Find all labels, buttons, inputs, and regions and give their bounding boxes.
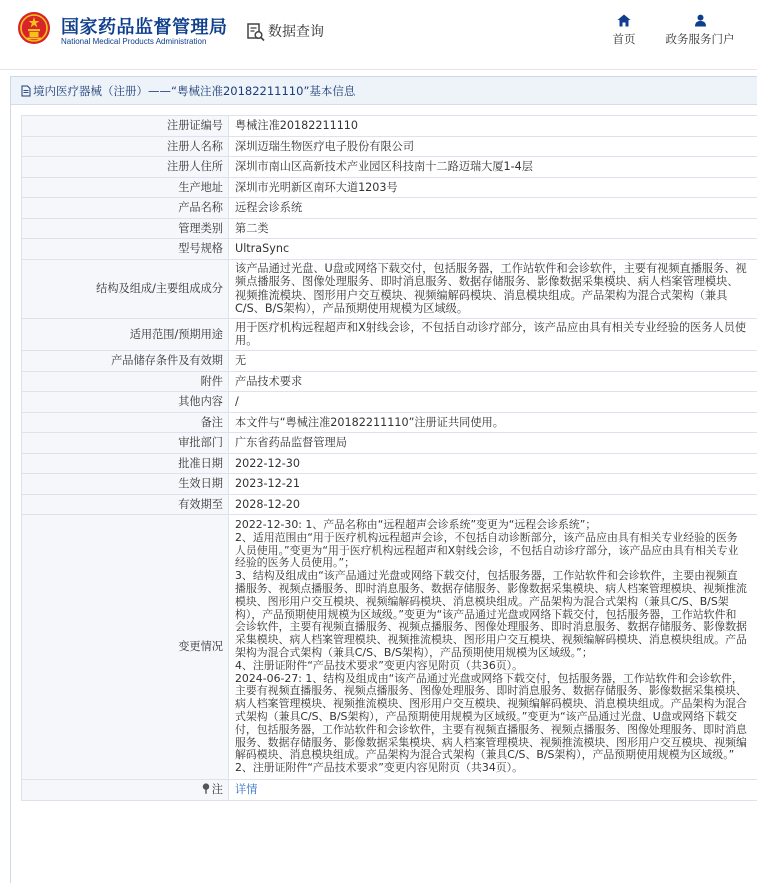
nav-home-label: 首页 <box>612 32 636 46</box>
data-query-title[interactable]: 数据查询 <box>268 24 324 40</box>
national-emblem-icon[interactable] <box>17 11 51 45</box>
table-row <box>22 157 757 178</box>
table-row <box>22 515 757 780</box>
table-row <box>22 116 757 137</box>
table-row <box>22 318 757 350</box>
pin-icon <box>202 783 210 794</box>
field-label: 注册人住所 <box>22 157 229 178</box>
details-link[interactable]: 详情 <box>235 783 258 796</box>
field-value: 本文件与“粤械注准20182211110”注册证共同使用。 <box>229 412 757 433</box>
field-label: 变更情况 <box>22 515 229 780</box>
panel-header <box>11 77 757 105</box>
field-value: 第二类 <box>229 218 757 239</box>
home-icon <box>617 14 631 27</box>
field-value: 深圳市南山区高新技术产业园区科技南十二路迈瑞大厦1-4层 <box>229 157 757 178</box>
field-label: 批准日期 <box>22 453 229 474</box>
nav-home[interactable] <box>608 14 640 47</box>
field-label: 注册证编号 <box>22 116 229 137</box>
field-value: 2023-12-21 <box>229 474 757 495</box>
user-icon <box>694 14 707 27</box>
field-label: 有效期至 <box>22 494 229 515</box>
field-value: 产品技术要求 <box>229 371 757 392</box>
table-row <box>22 239 757 260</box>
field-label: 其他内容 <box>22 392 229 413</box>
table-row <box>22 474 757 495</box>
site-header <box>0 0 757 70</box>
field-label: 产品名称 <box>22 198 229 219</box>
field-label: 附件 <box>22 371 229 392</box>
table-row <box>22 177 757 198</box>
field-value: 用于医疗机构远程超声和X射线会诊，不包括自动诊疗部分，该产品应由具有相关专业经验的医务人员使用。 <box>229 318 757 350</box>
brand-title[interactable]: 国家药品监督管理局 <box>61 17 228 38</box>
panel-title: 境内医疗器械（注册）——“粤械注准20182211110”基本信息 <box>33 83 356 98</box>
field-label: 产品储存条件及有效期 <box>22 351 229 372</box>
field-value: / <box>229 392 757 413</box>
nav-portal-label: 政务服务门户 <box>665 32 735 46</box>
change-history: 2022-12-30: 1、产品名称由“远程超声会诊系统”变更为“远程会诊系统”； 2、适用范围由“用于医疗机构远程超声会诊，不包括自动诊断部分，该产品应由具有相关专业经验的医务人员使用。”变更为“用于医疗机构远程超声和X射线会诊，不包括自动诊疗部分，该产品应由具有相关专业经验的医务人员使用。”； 3、结构及组成由“该产品通过光盘或网络下载交付，包括服务器，工作站软件和会诊软件，主要由视频直播服务、视频点播服务、即时消息服务、数据存储服务、影像数据采集模块、病人档案管理模块、视频推流模块、图形用户交互模块、视频编解码模块、消息模块组成。产品架构为混合式架构（兼具C/S、B/S架构），产品预期使用规模为区域级。”变更为“该产品通过光盘或网络下载交付，包括服务器，工作站软件和会诊软件，主要有视频直播服务、视频点播服务、图像处理服务、即时消息服务、数据存储服务、影像数据采集模块、病人档案管理模块、视频推流模块、图形用户交互模块、视频编解码模块、消息模块组成。产品架构为混合式架构（兼具C/S、B/S架构），产品预期使用规模为区域级。”； 4、注册证附件“产品技术要求”变更内容见附页（共36页）。 2024-06-27: 1、结构及组成由“该产品通过光盘或网络下载交付，包括服务器，工作站软件和会诊软件，主要有视频直播服务、视频点播服务、图像处理服务、即时消息服务、数据存储服务、影像数据采集模块、病人档案管理模块、视频推流模块、图形用户交互模块、视频编解码模块、消息模块组成。产品架构为混合式架构（兼具C/S、B/S架构），产品预期使用规模为区域级。”变更为“该产品通过光盘、U盘或网络下载交付，包括服务器，工作站软件和会诊软件，主要有视频直播服务、视频点播服务、图像处理服务、即时消息服务、数据存储服务、影像数据采集模块、病人档案管理模块、视频推流模块、图形用户交互模块、视频编解码模块、消息模块组成。产品架构为混合式架构（兼具C/S、B/S架构），产品预期使用规模为区域级。” 2、注册证附件“产品技术要求”变更内容见附页（共34页）。 <box>229 515 757 780</box>
field-value: 该产品通过光盘、U盘或网络下载交付，包括服务器，工作站软件和会诊软件，主要有视频直播服务、视频点播服务、图像处理服务、即时消息服务、数据存储服务、影像数据采集模块、病人档案管理模块、视频推流模块、图形用户交互模块、视频编解码模块、消息模块组成。产品架构为混合式架构（兼具C/S、B/S架构），产品预期使用规模为区域级。 <box>229 259 757 318</box>
field-label: 结构及组成/主要组成成分 <box>22 259 229 318</box>
brand-subtitle[interactable]: National Medical Products Administration <box>61 37 207 46</box>
registration-info-table <box>21 115 757 801</box>
document-icon <box>20 85 32 97</box>
field-label: 备注 <box>22 412 229 433</box>
search-document-icon[interactable] <box>246 22 266 42</box>
table-row <box>22 412 757 433</box>
table-row <box>22 218 757 239</box>
table-row <box>22 453 757 474</box>
table-row <box>22 136 757 157</box>
field-value: UltraSync <box>229 239 757 260</box>
field-value: 远程会诊系统 <box>229 198 757 219</box>
field-value: 粤械注准20182211110 <box>229 116 757 137</box>
note-label-text: 注 <box>211 783 223 796</box>
field-value: 2022-12-30 <box>229 453 757 474</box>
field-value: 2028-12-20 <box>229 494 757 515</box>
field-label: 生效日期 <box>22 474 229 495</box>
field-label: 型号规格 <box>22 239 229 260</box>
field-value: 无 <box>229 351 757 372</box>
table-row <box>22 371 757 392</box>
nav-portal[interactable] <box>660 14 740 47</box>
detail-panel <box>10 76 757 883</box>
field-value: 深圳市光明新区南环大道1203号 <box>229 177 757 198</box>
note-value <box>229 780 757 801</box>
field-label: 审批部门 <box>22 433 229 454</box>
table-row <box>22 780 757 801</box>
field-label: 注册人名称 <box>22 136 229 157</box>
field-label: 生产地址 <box>22 177 229 198</box>
field-label: 管理类别 <box>22 218 229 239</box>
table-row <box>22 198 757 219</box>
table-row <box>22 392 757 413</box>
table-row <box>22 494 757 515</box>
field-value: 深圳迈瑞生物医疗电子股份有限公司 <box>229 136 757 157</box>
table-row <box>22 259 757 318</box>
table-row <box>22 433 757 454</box>
table-row <box>22 351 757 372</box>
field-value: 广东省药品监督管理局 <box>229 433 757 454</box>
field-label: 适用范围/预期用途 <box>22 318 229 350</box>
note-label <box>22 780 229 801</box>
